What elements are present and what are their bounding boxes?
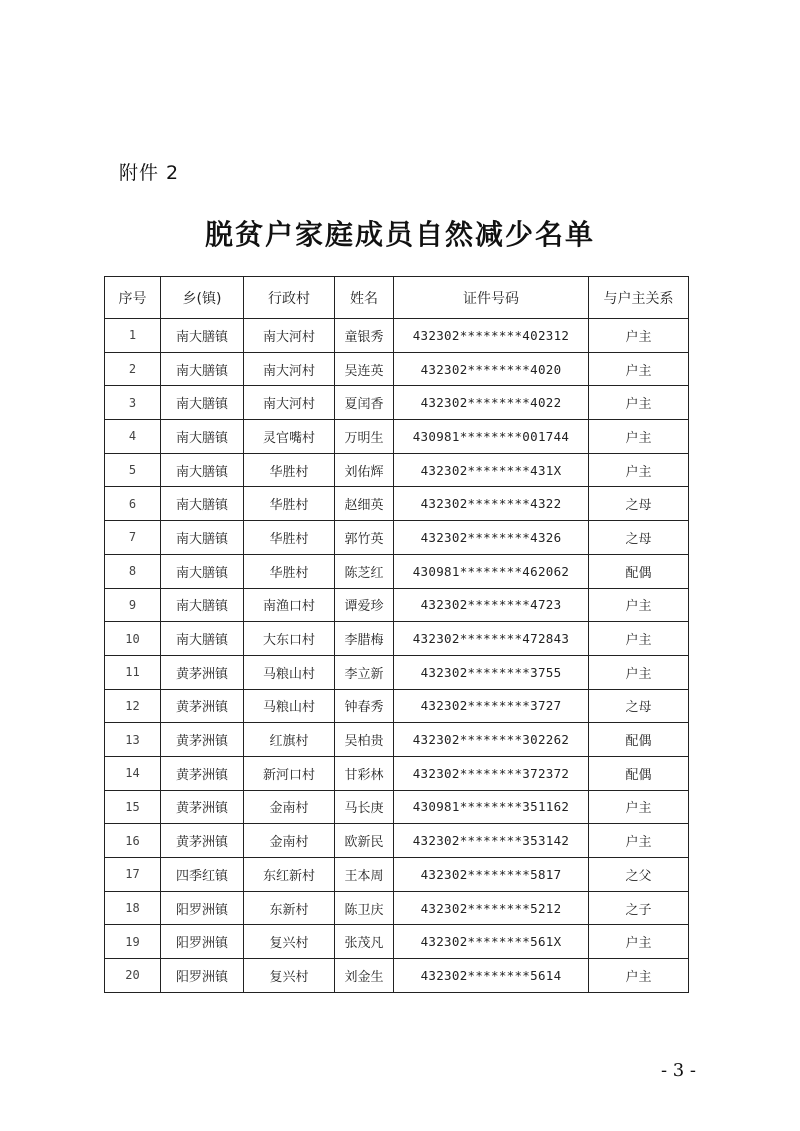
name-cell: 吴连英 (335, 352, 394, 386)
row-index: 11 (105, 655, 161, 689)
id-number-cell: 432302********4322 (394, 487, 589, 521)
relation-cell: 配偶 (589, 554, 689, 588)
name-cell: 王本周 (335, 858, 394, 892)
village-cell: 灵官嘴村 (244, 420, 335, 454)
township-cell: 南大膳镇 (161, 453, 244, 487)
village-cell: 新河口村 (244, 756, 335, 790)
village-cell: 复兴村 (244, 925, 335, 959)
township-cell: 南大膳镇 (161, 554, 244, 588)
relation-cell: 户主 (589, 655, 689, 689)
relation-cell: 之母 (589, 689, 689, 723)
name-cell: 马长庚 (335, 790, 394, 824)
id-number-cell: 432302********5212 (394, 891, 589, 925)
township-cell: 阳罗洲镇 (161, 925, 244, 959)
village-cell: 南大河村 (244, 352, 335, 386)
township-cell: 黄茅洲镇 (161, 723, 244, 757)
name-cell: 钟春秀 (335, 689, 394, 723)
name-cell: 童银秀 (335, 319, 394, 353)
table-row (105, 352, 689, 386)
township-cell: 南大膳镇 (161, 588, 244, 622)
id-number-cell: 432302********372372 (394, 756, 589, 790)
village-cell: 金南村 (244, 824, 335, 858)
table-row (105, 487, 689, 521)
name-cell: 张茂凡 (335, 925, 394, 959)
village-cell: 南大河村 (244, 319, 335, 353)
table-row (105, 622, 689, 656)
table-row (105, 521, 689, 555)
row-index: 7 (105, 521, 161, 555)
relation-cell: 配偶 (589, 723, 689, 757)
village-cell: 马粮山村 (244, 689, 335, 723)
name-cell: 刘佑辉 (335, 453, 394, 487)
attachment-label: 附件 2 (119, 162, 180, 184)
table-row (105, 689, 689, 723)
id-number-cell: 430981********001744 (394, 420, 589, 454)
relation-cell: 户主 (589, 790, 689, 824)
name-cell: 李立新 (335, 655, 394, 689)
relation-cell: 户主 (589, 824, 689, 858)
table-header-row (105, 277, 689, 319)
name-cell: 吴柏贵 (335, 723, 394, 757)
table-row (105, 420, 689, 454)
village-cell: 华胜村 (244, 487, 335, 521)
relation-cell: 之父 (589, 858, 689, 892)
col-header-index: 序号 (105, 277, 161, 319)
id-number-cell: 432302********4326 (394, 521, 589, 555)
table-row (105, 824, 689, 858)
relation-cell: 之母 (589, 487, 689, 521)
name-cell: 郭竹英 (335, 521, 394, 555)
table-body (105, 319, 689, 993)
id-number-cell: 432302********4020 (394, 352, 589, 386)
township-cell: 黄茅洲镇 (161, 790, 244, 824)
table-row (105, 925, 689, 959)
row-index: 12 (105, 689, 161, 723)
table-row (105, 790, 689, 824)
relation-cell: 之子 (589, 891, 689, 925)
col-header-id-number: 证件号码 (394, 277, 589, 319)
township-cell: 南大膳镇 (161, 386, 244, 420)
relation-cell: 户主 (589, 925, 689, 959)
id-number-cell: 432302********3755 (394, 655, 589, 689)
table-row (105, 588, 689, 622)
roster-table (104, 276, 689, 993)
id-number-cell: 432302********302262 (394, 723, 589, 757)
relation-cell: 户主 (589, 959, 689, 993)
row-index: 9 (105, 588, 161, 622)
name-cell: 谭爱珍 (335, 588, 394, 622)
name-cell: 陈芝红 (335, 554, 394, 588)
relation-cell: 户主 (589, 319, 689, 353)
table-row (105, 655, 689, 689)
table-row (105, 959, 689, 993)
name-cell: 夏闰香 (335, 386, 394, 420)
village-cell: 华胜村 (244, 521, 335, 555)
id-number-cell: 432302********4723 (394, 588, 589, 622)
id-number-cell: 430981********462062 (394, 554, 589, 588)
row-index: 19 (105, 925, 161, 959)
village-cell: 复兴村 (244, 959, 335, 993)
row-index: 2 (105, 352, 161, 386)
table-row (105, 453, 689, 487)
relation-cell: 户主 (589, 420, 689, 454)
relation-cell: 户主 (589, 622, 689, 656)
name-cell: 甘彩林 (335, 756, 394, 790)
village-cell: 红旗村 (244, 723, 335, 757)
row-index: 18 (105, 891, 161, 925)
name-cell: 欧新民 (335, 824, 394, 858)
id-number-cell: 432302********431X (394, 453, 589, 487)
township-cell: 阳罗洲镇 (161, 891, 244, 925)
village-cell: 金南村 (244, 790, 335, 824)
col-header-name: 姓名 (335, 277, 394, 319)
township-cell: 四季红镇 (161, 858, 244, 892)
relation-cell: 户主 (589, 352, 689, 386)
row-index: 16 (105, 824, 161, 858)
township-cell: 南大膳镇 (161, 487, 244, 521)
name-cell: 赵细英 (335, 487, 394, 521)
name-cell: 陈卫庆 (335, 891, 394, 925)
relation-cell: 户主 (589, 453, 689, 487)
id-number-cell: 430981********351162 (394, 790, 589, 824)
id-number-cell: 432302********4022 (394, 386, 589, 420)
village-cell: 马粮山村 (244, 655, 335, 689)
table-row (105, 891, 689, 925)
township-cell: 阳罗洲镇 (161, 959, 244, 993)
id-number-cell: 432302********561X (394, 925, 589, 959)
document-title: 脱贫户家庭成员自然减少名单 (204, 218, 595, 251)
row-index: 10 (105, 622, 161, 656)
row-index: 13 (105, 723, 161, 757)
table-row (105, 756, 689, 790)
township-cell: 黄茅洲镇 (161, 655, 244, 689)
township-cell: 南大膳镇 (161, 352, 244, 386)
table-row (105, 554, 689, 588)
row-index: 20 (105, 959, 161, 993)
row-index: 1 (105, 319, 161, 353)
village-cell: 华胜村 (244, 554, 335, 588)
name-cell: 刘金生 (335, 959, 394, 993)
table-row (105, 386, 689, 420)
township-cell: 南大膳镇 (161, 622, 244, 656)
township-cell: 黄茅洲镇 (161, 756, 244, 790)
relation-cell: 之母 (589, 521, 689, 555)
village-cell: 南渔口村 (244, 588, 335, 622)
relation-cell: 户主 (589, 386, 689, 420)
row-index: 6 (105, 487, 161, 521)
id-number-cell: 432302********402312 (394, 319, 589, 353)
id-number-cell: 432302********353142 (394, 824, 589, 858)
id-number-cell: 432302********5817 (394, 858, 589, 892)
id-number-cell: 432302********5614 (394, 959, 589, 993)
row-index: 5 (105, 453, 161, 487)
table-row (105, 723, 689, 757)
row-index: 17 (105, 858, 161, 892)
village-cell: 南大河村 (244, 386, 335, 420)
name-cell: 万明生 (335, 420, 394, 454)
row-index: 14 (105, 756, 161, 790)
table-row (105, 319, 689, 353)
relation-cell: 户主 (589, 588, 689, 622)
id-number-cell: 432302********472843 (394, 622, 589, 656)
name-cell: 李腊梅 (335, 622, 394, 656)
village-cell: 东红新村 (244, 858, 335, 892)
township-cell: 南大膳镇 (161, 420, 244, 454)
col-header-relation: 与户主关系 (589, 277, 689, 319)
village-cell: 大东口村 (244, 622, 335, 656)
row-index: 15 (105, 790, 161, 824)
township-cell: 南大膳镇 (161, 521, 244, 555)
township-cell: 黄茅洲镇 (161, 689, 244, 723)
id-number-cell: 432302********3727 (394, 689, 589, 723)
page-number: - 3 - (660, 1060, 696, 1081)
row-index: 8 (105, 554, 161, 588)
col-header-township: 乡(镇) (161, 277, 244, 319)
village-cell: 华胜村 (244, 453, 335, 487)
relation-cell: 配偶 (589, 756, 689, 790)
table-row (105, 858, 689, 892)
township-cell: 黄茅洲镇 (161, 824, 244, 858)
row-index: 3 (105, 386, 161, 420)
col-header-village: 行政村 (244, 277, 335, 319)
township-cell: 南大膳镇 (161, 319, 244, 353)
village-cell: 东新村 (244, 891, 335, 925)
row-index: 4 (105, 420, 161, 454)
